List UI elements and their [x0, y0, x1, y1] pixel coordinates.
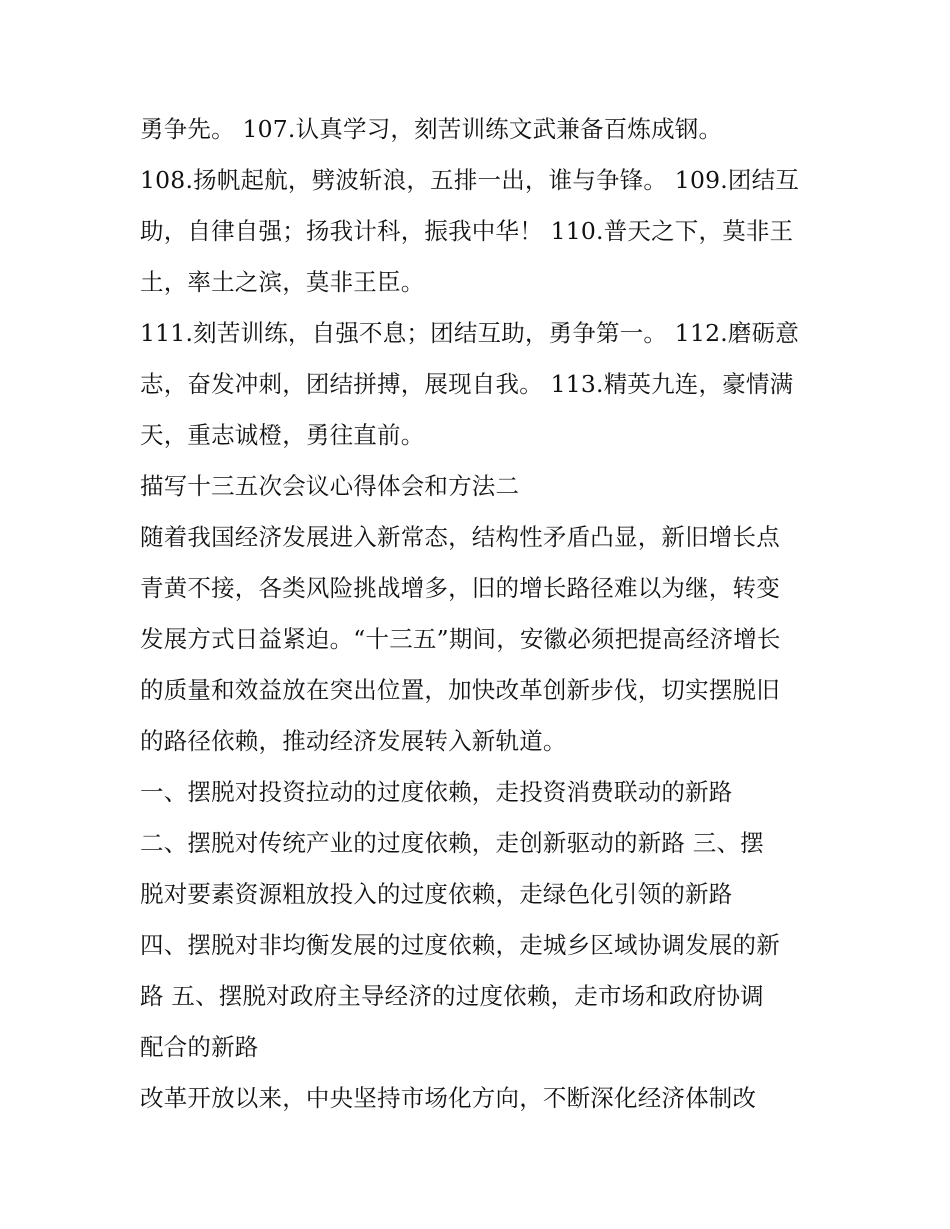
text-line: 路 五、摆脱对政府主导经济的过度依赖，走市场和政府协调: [140, 982, 764, 1010]
text-line: 的路径依赖，推动经济发展转入新轨道。: [140, 727, 567, 755]
text-line: 随着我国经济发展进入新常态，结构性矛盾凸显，新旧增长点: [140, 523, 780, 551]
text-line: 的质量和效益放在突出位置，加快改革创新步伐，切实摆脱旧: [140, 676, 780, 704]
text-line: 助，自律自强；扬我计科，振我中华！ 110.普天之下，莫非王: [140, 217, 794, 245]
text-line: 天，重志诚橙，勇往直前。: [140, 421, 425, 449]
text-line: 土，率土之滨，莫非王臣。: [140, 268, 425, 296]
text-line: 111.刻苦训练，自强不息；团结互助，勇争第一。 112.磨砺意: [140, 319, 800, 347]
text-line: 四、摆脱对非均衡发展的过度依赖，走城乡区域协调发展的新: [140, 931, 780, 959]
text-line: 志，奋发冲刺，团结拼搏，展现自我。 113.精英九连，豪情满: [140, 370, 794, 398]
text-line: 青黄不接，各类风险挑战增多，旧的增长路径难以为继，转变: [140, 574, 780, 602]
text-line: 108.扬帆起航，劈波斩浪，五排一出，谁与争锋。 109.团结互: [140, 166, 800, 194]
document-body: [140, 104, 820, 1124]
text-line: 二、摆脱对传统产业的过度依赖，走创新驱动的新路 三、摆: [140, 829, 764, 857]
text-line: 一、摆脱对投资拉动的过度依赖，走投资消费联动的新路: [140, 778, 733, 806]
text-line: 脱对要素资源粗放投入的过度依赖，走绿色化引领的新路: [140, 880, 733, 908]
text-line: 配合的新路: [140, 1033, 259, 1061]
text-line: 发展方式日益紧迫。“十三五”期间，安徽必须把提高经济增长: [140, 625, 781, 653]
text-line: 勇争先。 107.认真学习，刻苦训练文武兼备百炼成钢。: [140, 115, 723, 143]
section-heading: 描写十三五次会议心得体会和方法二: [140, 472, 520, 500]
text-line: 改革开放以来，中央坚持市场化方向，不断深化经济体制改: [140, 1084, 757, 1112]
